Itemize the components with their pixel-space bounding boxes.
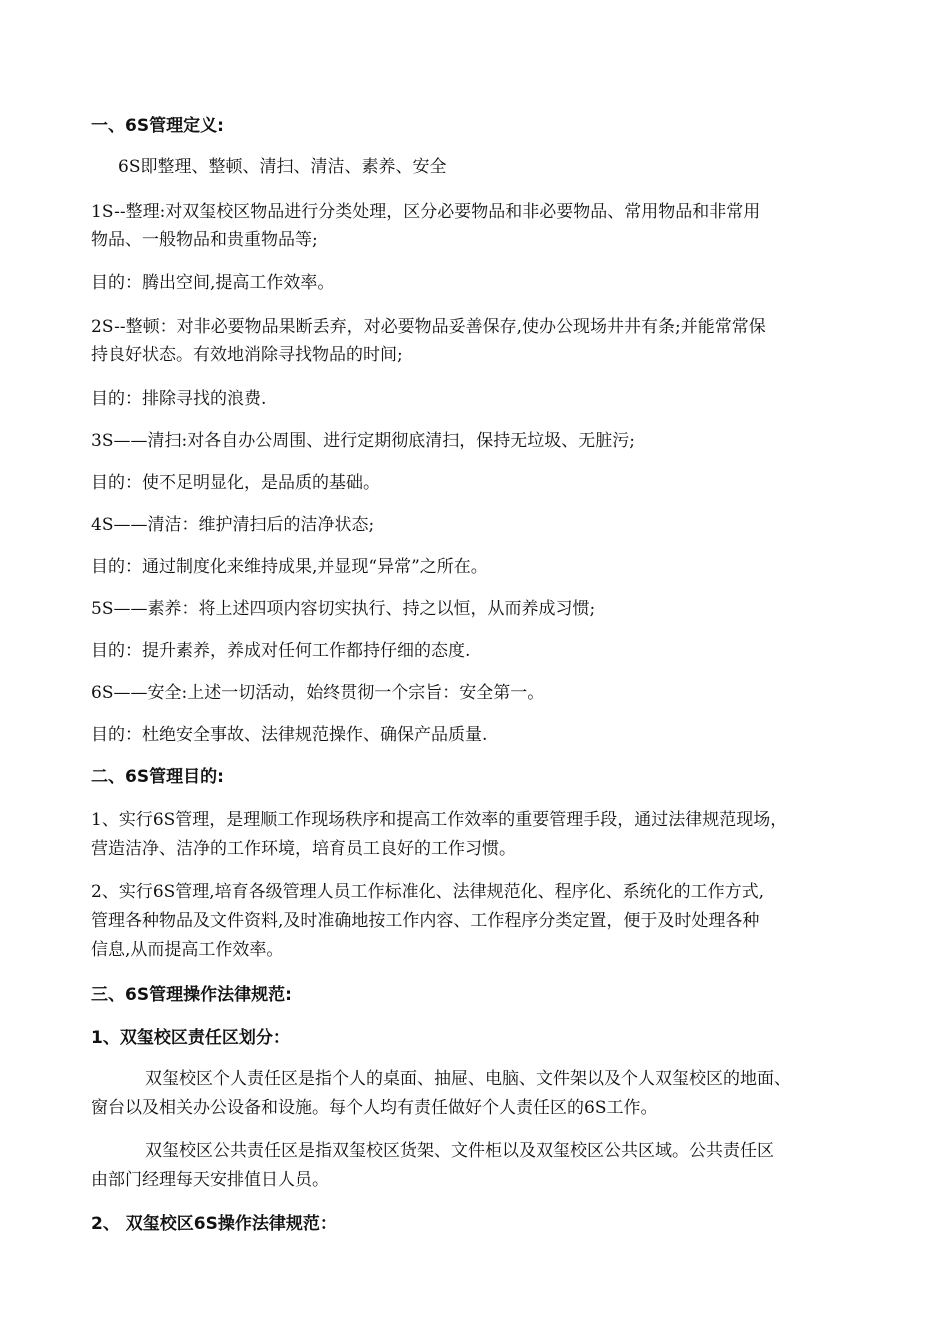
paragraph-line: 目的：杜绝安全事故、法律规范操作、确保产品质量. xyxy=(91,725,488,745)
paragraph-line: 6S即整理、整顿、清扫、清洁、素养、安全 xyxy=(118,157,447,177)
subsection-heading-1: 1、双玺校区责任区划分： xyxy=(91,1028,290,1048)
paragraph-line: 目的：通过制度化来维持成果,并显现“异常”之所在。 xyxy=(91,557,488,577)
paragraph-line: 3S——清扫:对各自办公周围、进行定期彻底清扫，保持无垃圾、无脏污; xyxy=(91,431,635,451)
section-heading-3: 三、6S管理操作法律规范: xyxy=(91,985,292,1005)
paragraph-line: 5S——素养：将上述四项内容切实执行、持之以恒，从而养成习惯; xyxy=(91,599,596,619)
section-heading-2: 二、6S管理目的: xyxy=(91,767,224,787)
paragraph-line: 2S--整顿：对非必要物品果断丢弃，对必要物品妥善保存,使办公现场井井有条;并能常常保 xyxy=(91,317,766,337)
section-heading-1: 一、6S管理定义: xyxy=(91,116,224,136)
paragraph-line: 1、实行6S管理，是理顺工作现场秩序和提高工作效率的重要管理手段，通过法律规范现场， xyxy=(91,810,788,830)
paragraph-line: 物品、一般物品和贵重物品等; xyxy=(91,230,318,250)
paragraph-line: 双玺校区个人责任区是指个人的桌面、抽屉、电脑、文件架以及个人双玺校区的地面、 xyxy=(145,1069,791,1089)
paragraph-line: 目的：腾出空间,提高工作效率。 xyxy=(91,273,335,293)
paragraph-line: 由部门经理每天安排值日人员。 xyxy=(91,1170,329,1190)
paragraph-line: 1S--整理:对双玺校区物品进行分类处理，区分必要物品和非必要物品、常用物品和非常用 xyxy=(91,202,761,222)
paragraph-line: 目的：排除寻找的浪费. xyxy=(91,389,267,409)
paragraph-line: 窗台以及相关办公设备和设施。每个人均有责任做好个人责任区的6S工作。 xyxy=(91,1098,658,1118)
paragraph-line: 信息,从而提高工作效率。 xyxy=(91,940,284,960)
paragraph-line: 管理各种物品及文件资料,及时准确地按工作内容、工作程序分类定置，便于及时处理各种 xyxy=(91,911,760,931)
paragraph-line: 目的：使不足明显化，是品质的基础。 xyxy=(91,473,380,493)
paragraph-line: 持良好状态。有效地消除寻找物品的时间; xyxy=(91,345,403,365)
paragraph-line: 2、实行6S管理,培育各级管理人员工作标准化、法律规范化、程序化、系统化的工作方式, xyxy=(91,882,765,902)
subsection-heading-2: 2、 双玺校区6S操作法律规范： xyxy=(91,1214,337,1234)
paragraph-line: 4S——清洁：维护清扫后的洁净状态; xyxy=(91,515,375,535)
paragraph-line: 目的：提升素养，养成对任何工作都持仔细的态度. xyxy=(91,641,471,661)
paragraph-line: 双玺校区公共责任区是指双玺校区货架、文件柜以及双玺校区公共区域。公共责任区 xyxy=(145,1141,774,1161)
paragraph-line: 6S——安全:上述一切活动，始终贯彻一个宗旨：安全第一。 xyxy=(91,683,545,703)
paragraph-line: 营造洁净、洁净的工作环境，培育员工良好的工作习惯。 xyxy=(91,839,516,859)
